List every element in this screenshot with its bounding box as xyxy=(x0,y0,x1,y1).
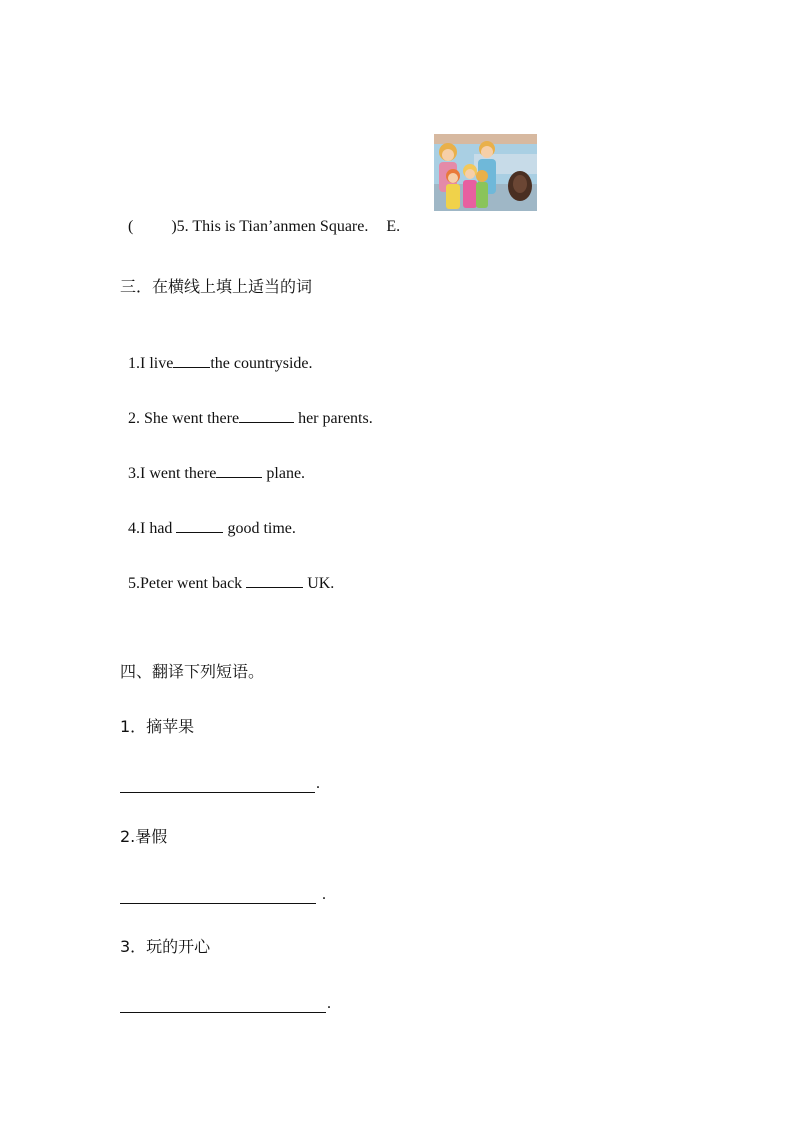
family-picture xyxy=(434,134,537,211)
translate-item-3: 3．玩的开心 xyxy=(120,937,211,956)
option-letter: E. xyxy=(386,218,401,235)
fill-item-4: 4.I had good time. xyxy=(128,520,296,537)
fill-item-3: 3.I went there plane. xyxy=(128,465,306,482)
answer-end-3: . xyxy=(327,995,331,1012)
section-4-heading: 四、翻译下列短语。 xyxy=(120,662,265,681)
translate-item-2: 2.暑假 xyxy=(120,827,168,846)
answer-close-paren: ) xyxy=(171,218,177,235)
question-5 xyxy=(120,197,400,237)
section-3-heading: 三．在横线上填上适当的词 xyxy=(120,277,313,296)
fill-item-5: 5.Peter went back UK. xyxy=(128,575,335,592)
fill-blank[interactable] xyxy=(246,573,303,588)
fill-blank[interactable] xyxy=(173,353,210,368)
family-at-tiananmen-icon xyxy=(434,134,537,211)
answer-line-2[interactable] xyxy=(120,903,316,904)
question-5-text: 5. This is Tian’anmen Square. xyxy=(176,218,369,235)
fill-item-1: 1.I live the countryside. xyxy=(128,355,313,372)
answer-line-3[interactable] xyxy=(120,1012,326,1013)
answer-open-paren: ( xyxy=(128,218,134,235)
answer-end-2: . xyxy=(322,886,326,903)
fill-item-2: 2. She went there her parents. xyxy=(128,410,373,427)
fill-blank[interactable] xyxy=(176,518,223,533)
answer-line-1[interactable] xyxy=(120,792,315,793)
answer-end-1: . xyxy=(316,775,320,792)
fill-blank[interactable] xyxy=(216,463,262,478)
translate-item-1: 1．摘苹果 xyxy=(120,717,195,736)
fill-blank[interactable] xyxy=(239,408,294,423)
